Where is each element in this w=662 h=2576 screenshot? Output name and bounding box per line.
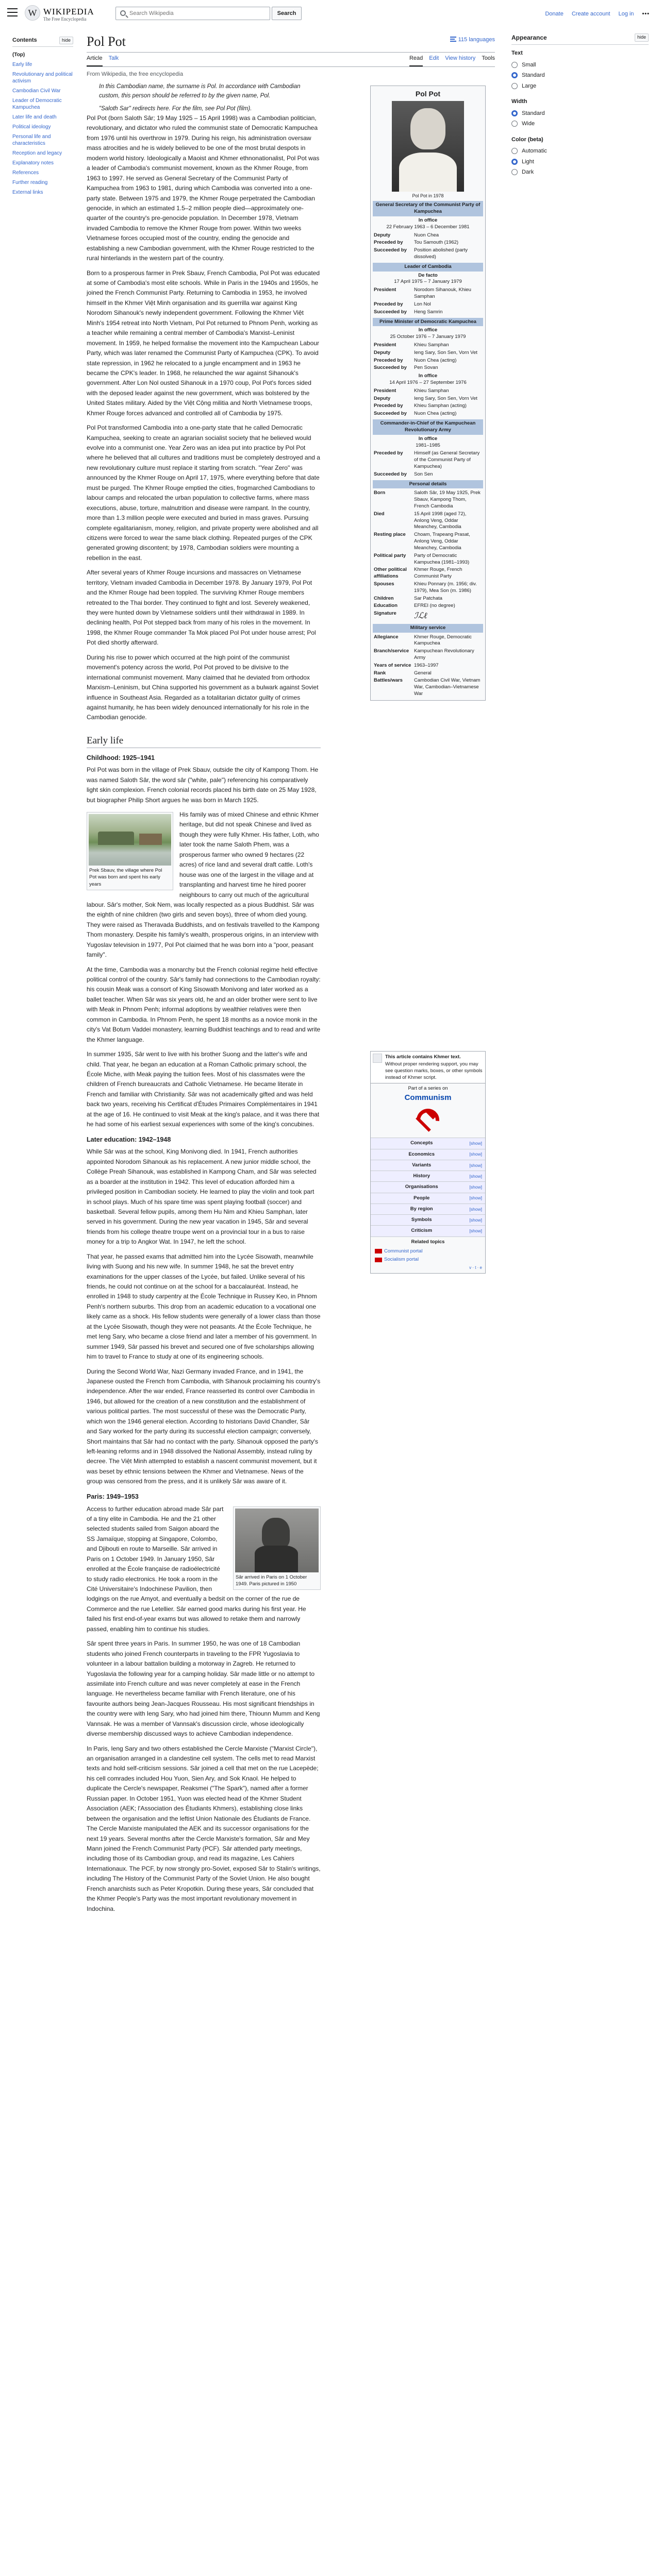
flag-icon [375,1258,382,1262]
notice-icon [373,1054,382,1063]
series-row[interactable] [371,1138,485,1148]
appearance-radio-option[interactable] [511,118,649,129]
language-button[interactable] [450,36,495,43]
infobox-row [373,410,483,418]
infobox-row [373,610,483,622]
body-paragraph: That year, he passed exams that admitted him into the Lycée Sisowath, meanwhile living with Suong and his new wife. In summer 1948, he sat the brevet entry examinations for the upper classes of the Lycée, but failed. Unlike several of his friends, he could not continue on at the school for a baccalauréat. Instead, he enrolled in 1948 to study carpentry at the École Technique in Russey Keo, in Phnom Penh's northern suburbs. This drop from an academic education to a vocational one likely came as a shock. His fellow students were generally of a lower class than those at the Lycée Sisowath, though they were not peasants. At the École Technique, he met Ieng Sary, who became a close friend and later a member of his government. In summer 1949, Sâr passed his brevet and secured one of five scholarships allowing him to travel to France to study at one of its engineering schools. [87,1252,321,1361]
login-link[interactable]: Log in [618,11,634,17]
toc-item[interactable]: Leader of Democratic Kampuchea [12,97,62,110]
series-row-label: By region [410,1206,433,1212]
show-toggle[interactable]: [show] [469,1141,482,1146]
infobox-value: Himself (as General Secretary of the Communist Party of Kampuchea) [414,450,480,469]
series-row-label: Organisations [405,1184,438,1190]
main-content [87,29,495,1919]
radio-label: Standard [522,72,545,78]
infobox-value: Cambodian Civil War, Vietnam War, Cambodian–Vietnamese War [414,677,481,697]
infobox-row [373,471,483,479]
infobox-key: Succeeded by [374,365,407,371]
infobox-row [373,531,483,552]
wordmark[interactable]: WIKIPEDIA [43,7,94,16]
series-row-label: Symbols [411,1217,432,1223]
subsection-heading: Later education: 1942–1948 [87,1136,171,1143]
appearance-radio-option[interactable] [511,157,649,167]
body-paragraph: In summer 1935, Sâr went to live with his brother Suong and the latter's wife and child. That year, he began an education at a Roman Catholic primary school, the École Miche, with Meak paying the tuition fees. Most of his classmates were the children of French bureaucrats and Catholic Vietnamese. He became literate in French and familiar with Christianity. Sâr was not academically gifted and was held back two years, receiving his Certificat d'Études Primaires Complémentaires in 1941 at the age of 16. He continued to visit Meak at the king's palace, and it was there that he had some of his earliest sexual experiences with some of the king's concubines. [87,1050,320,1128]
infobox-key: Succeeded by [374,411,407,417]
tab-view-history[interactable]: View history [445,55,476,62]
portrait-caption: Pol Pot in 1978 [412,193,444,199]
radio-button-icon[interactable] [511,159,518,165]
tagline-from: From Wikipedia, the free encyclopedia [87,71,184,77]
language-count: 115 languages [458,37,495,43]
infobox-key: Deputy [374,395,391,401]
infobox-value: Norodom Sihanouk, Khieu Samphan [414,287,471,300]
body-paragraph: His family was of mixed Chinese and ethnic Khmer heritage, but did not speak Chinese and lived as though they were fully Khmer. His father, Loth, who later took the name Saloth Phem, was a prosperous farmer who owned 9 hectares (22 acres) of rice land and several draft cattle. Loth's house was one of the largest in the village and at transplanting and harvest time he hired poorer neighbours to carry out much of the agricultural labour. Sâr's mother, Sok Nem, was locally respected as a pious Buddhist. Sâr was the eighth of nine children (two girls and seven boys), three of whom died young. They were raised as Theravada Buddhists, and on festivals travelled to the Kampong Thom monastery. Despite his family's wealth, prosperous origins, in an interview with Yugoslav television in 1977, Pol Pot claimed that he was born into a "poor, peasant family". [87,811,320,959]
appearance-title: Appearance [511,34,547,41]
infobox-row [373,634,483,648]
tab-read[interactable]: Read [409,54,423,66]
figure-paris[interactable] [233,1506,321,1590]
series-row[interactable] [371,1225,485,1236]
page-title-text: Pol Pot [87,34,126,49]
site-header [0,0,662,29]
navbox-vte[interactable]: v · t · e [469,1265,482,1270]
infobox-key: Rank [374,670,386,676]
flag-icon [375,1249,382,1253]
body-paragraph: Access to further education abroad made Sâr part of a tiny elite in Cambodia. He and the 21 other selected students sailed from Saigon aboard the SS Jamaïque, stopping at Singapore, Colombo, and Djibouti en route to Marseille. Sâr arrived in Paris on 1 October 1949. In January 1950, Sâr enrolled at the École française de radioélectricité to study radio electronics. He took a room in the Cité Universitaire's Indochinese Pavilion, then lodgings on the rue Amyot, and eventually a bedsit on the corner of the rue de Commerce and the rue Letellier. Sâr earned good marks during his first year. He failed his first end-of-year exams but was allowed to retake them and narrowly passed, enabling him to continue his studies. [87,1505,306,1633]
series-row-label: Economics [408,1151,435,1157]
series-row-label: Criticism [411,1228,433,1234]
infobox-row [373,247,483,261]
figure-caption: Sâr arrived in Paris on 1 October 1949. Paris pictured in 1950 [236,1574,307,1587]
infobox-value: Ieng Sary, Son Sen, Vorn Vet [414,395,477,401]
radio-label: Wide [522,121,535,127]
donate-link[interactable]: Donate [545,11,564,17]
infobox-band: General Secretary of the Communist Party of Kampuchea [373,201,483,216]
figure-caption: Prek Sbauv, the village where Pol Pot was born and spent his early years [89,868,162,887]
series-row[interactable] [371,1214,485,1225]
radio-button-icon[interactable] [511,72,518,78]
show-toggle[interactable]: [show] [469,1162,482,1168]
toc-item[interactable]: Explanatory notes [12,160,54,166]
page-tabs [87,53,495,67]
infobox-key: Branch/service [374,648,409,654]
main-menu-icon[interactable] [7,8,18,16]
radio-label: Automatic [522,148,547,154]
radio-label: Small [522,61,536,68]
tab-talk[interactable]: Talk [108,55,119,62]
infobox-value: 1963–1997 [414,662,439,668]
infobox-key: President [374,342,396,348]
page-title [87,30,495,53]
infobox-value: EFREI (no degree) [414,603,455,609]
figure-prek-sbauv[interactable] [87,812,173,890]
radio-label: Large [522,82,537,89]
series-row-label: History [413,1173,431,1179]
appearance-radio-option[interactable] [511,81,649,92]
series-row[interactable] [371,1204,485,1214]
appearance-panel [511,33,649,184]
infobox-value: Khmer Rouge, Democratic Kampuchea [414,634,472,647]
series-row[interactable] [371,1160,485,1171]
infobox-row [373,450,483,470]
infobox-title: Pol Pot [415,90,441,98]
series-row-label: Variants [412,1162,432,1168]
appearance-group [511,97,649,129]
signature-image[interactable]: ℐℒℓ [414,612,427,621]
infobox-dates: 17 April 1975 – 7 January 1979 [394,279,462,285]
infobox-key: Years of service [374,662,411,668]
search-input[interactable] [129,9,233,18]
show-toggle[interactable]: [show] [469,1206,482,1212]
infobox-key: Born [374,490,386,496]
infobox-row [373,581,483,595]
toc-item[interactable]: Personal life and characteristics [12,133,51,146]
infobox-row [373,677,483,698]
tab-article[interactable]: Article [87,54,103,66]
wikipedia-logo[interactable]: W [25,5,40,21]
infobox-row [373,511,483,531]
appearance-groups [511,49,649,178]
show-toggle[interactable]: [show] [469,1173,482,1179]
infobox-row [373,349,483,357]
lead-paragraph: Born to a prosperous farmer in Prek Sbauv, French Cambodia, Pol Pot was educated at some of Cambodia's most elite schools. While in Paris in the 1940s and 1950s, he joined the French Communist Party. Returning to Cambodia in 1953, he involved himself in the Khmer Việt Minh organisation and its guerrilla war against King Norodom Sihanouk's newly independent government. Following the Khmer Việt Minh's 1954 retreat into North Vietnam, Pol Pot returned to Phnom Penh, working as a teacher while remaining a central member of Cambodia's Marxist–Leninist movement. In 1959, he helped formalise the movement into the Kampuchean Labour Party, which was later renamed the Communist Party of Kampuchea (CPK). To avoid state repression, in 1962 he relocated to a jungle encampment and in 1963 he became the CPK's leader. In 1968, he relaunched the war against Sihanouk's government. After Lon Nol ousted Sihanouk in a 1970 coup, Pol Pot's forces sided with the deposed leader against the new government, which was bolstered by the United States military. Aided by the Việt Cộng militia and North Vietnamese troops, Khmer Rouge forces advanced and controlled all of Cambodia by 1975. [87,269,320,417]
infobox-value: Nuon Chea (acting) [414,411,457,417]
toc-item[interactable]: (Top) [12,52,25,58]
toc-item[interactable]: External links [12,189,43,195]
infobox-key: President [374,287,396,293]
series-rows [371,1138,485,1236]
infobox-key: Battles/wars [374,677,403,684]
lead-paragraph: During his rise to power which occurred at the high point of the communist movement's potency across the world, Pol Pot proved to be divisive to the international communist movement. Many claimed that he deviated from orthodox Marxism–Leninism, but China supported his government as a bulwark against Soviet influence in Southeast Asia. Regarded as a totalitarian dictator guilty of crimes against humanity, he has been widely denounced internationally for his role in the Cambodian genocide. [87,653,319,721]
infobox-value: Saloth Sâr, 19 May 1925, Prek Sbauv, Kampong Thom, French Cambodia [414,490,481,510]
infobox-key: Children [374,595,394,601]
infobox-key: Political party [374,552,406,558]
appearance-group-label: Text [511,50,523,56]
search-box [115,7,296,20]
show-toggle[interactable]: [show] [469,1217,482,1223]
series-row[interactable] [371,1149,485,1160]
infobox-key: Spouses [374,581,394,587]
infobox-key: Preceded by [374,403,403,409]
infobox-row [373,602,483,610]
infobox-row [373,552,483,567]
lead-paragraph: After several years of Khmer Rouge incursions and massacres on Vietnamese territory, Vietnam invaded Cambodia in December 1978. By January 1979, Pol Pot and the Khmer Rouge had been toppled. The surviving Khmer Rouge members retreated to the Thai border. They continued to fight and lost. Severely weakened, they were hunted down by Vietnamese soldiers until their withdrawal in 1989. In declining health, Pol Pot stepped back from many of his roles in the movement. In 1998, the Khmer Rouge commander Ta Mok placed Pol Pot under house arrest; Pol Pot died shortly afterward. [87,569,316,647]
infobox-row [373,662,483,670]
radio-button-icon[interactable] [511,148,518,154]
appearance-header [511,33,649,45]
infobox-value: Position abolished (party dissolved) [414,247,468,260]
series-row[interactable] [371,1181,485,1192]
infobox-rows [373,201,483,698]
appearance-group [511,49,649,91]
hammer-sickle-icon [415,1108,441,1134]
appearance-radio-option[interactable] [511,70,649,81]
tools-menu[interactable]: Tools [482,55,495,62]
radio-label: Standard [522,110,545,116]
infobox-key: Deputy [374,232,391,238]
toc-item[interactable]: Political ideology [12,124,51,130]
infobox-row [373,286,483,301]
infobox-value: Khieu Samphan [414,342,449,348]
communism-navbox [370,1051,486,1274]
body-paragraph: Pol Pot was born in the village of Prek Sbauv, outside the city of Kampong Thom. He was named Saloth Sâr, the word sâr ("white, pale") referencing his comparatively light skin complexion. French colonial records placed his birth date on 25 May 1928, but biographer Philip Short argues he was born in March 1925. [87,766,319,804]
infobox-key: Deputy [374,349,391,355]
infobox-row [373,364,483,372]
series-row[interactable] [371,1171,485,1181]
infobox-value: Khieu Samphan (acting) [414,403,467,409]
radio-label: Light [522,158,534,165]
infobox-row [373,301,483,309]
toc-item[interactable]: Reception and legacy [12,150,62,156]
infobox-row [373,402,483,410]
infobox-value: 15 April 1998 (aged 72), Anlong Veng, Oddar Meanchey, Cambodia [414,511,467,530]
lead-paragraph: Pol Pot transformed Cambodia into a one-party state that he called Democratic Kampuchea, seeking to create an agrarian socialist society that he believed would evolve into a communist one. Year Zero was an idea put into practice by Pol Pot where he believed that all cultures and traditions must be completely destroyed and a new revolutionary culture must replace it starting from scratch. "Year Zero" was announced by the Khmer Rouge on April 17, 1975, where everything before that date must be purged. The Khmer Rouge emptied the cities, frogmarched Cambodians to labour camps and relocated the urban population to collective farms, where mass executions, abuse, torture, malnutrition and disease were rampant. In the country, more than 1.3 million people were executed and buried in mass graves. Pursuing complete egalitarianism, money, religion, and private property were abolished and all citizens were forced to wear the same black clothing. Repeated purges of the CPK generated growing discontent; by 1978, Cambodian soldiers were mounting a rebellion in the east. [87,424,320,562]
infobox-key: Education [374,603,398,609]
infobox-dates: 14 April 1976 – 27 September 1976 [389,380,467,386]
search-button[interactable]: Search [272,7,302,20]
infobox-value: Heng Samrin [414,309,443,315]
communist-portal-link[interactable]: Communist portal [371,1247,485,1256]
infobox-row [373,566,483,581]
infobox-row [373,489,483,510]
tab-edit[interactable]: Edit [429,55,439,62]
article-body [87,82,321,1914]
section-heading-early-life: Early life [87,727,321,748]
infobox-key: Other political affiliations [374,567,407,580]
appearance-radio-option[interactable] [511,108,649,119]
infobox-key: Died [374,511,385,517]
infobox-row [373,239,483,247]
infobox-key: Preceded by [374,450,403,456]
infobox-value: Party of Democratic Kampuchea (1981–1993) [414,552,470,565]
infobox-term: In office [418,327,438,333]
infobox-value: Khmer Rouge, French Communist Party [414,567,462,580]
series-row[interactable] [371,1193,485,1204]
series-intro: Part of a series on [408,1086,448,1092]
related-topics: Related topics [371,1236,485,1247]
toc-title: Contents [12,37,37,43]
create-account-link[interactable]: Create account [571,11,610,17]
toc-item[interactable]: Cambodian Civil War [12,88,61,94]
lead-paragraph: Pol Pot (born Saloth Sâr; 19 May 1925 – 15 April 1998) was a Cambodian politician, revolutionary, and dictator who ruled the communist state of Democratic Kampuchea from 1976 until his overthrow in 1979. During his reign, his administration oversaw mass atrocities and he is widely believed to be one of the most brutal despots in modern world history. Ideologically a Maoist and Khmer ethnonationalist, Pol Pot was a leader of Cambodia's communist movement, known as the Khmer Rouge, from 1963 to 1997. He served as General Secretary of the Communist Party of Kampuchea from 1963 to 1981, during which Cambodia was converted into a one-party state. Between 1975 and 1979, the Khmer Rouge perpetrated the Cambodian genocide, in which an estimated 1.5–2 million people died—approximately one-quarter of the country's pre-genocide population. In December 1978, Vietnam invaded Cambodia to remove the Khmer Rouge from power. Within two weeks Vietnamese forces occupied most of the country, ending the genocide and establishing a new Cambodian government, with the Khmer Rouge restricted to the rural hinterlands in the western part of the country. [87,114,320,262]
infobox-row [373,232,483,240]
show-toggle[interactable]: [show] [469,1151,482,1157]
appearance-radio-option[interactable] [511,167,649,178]
appearance-hide-button[interactable]: hide [635,33,649,42]
infobox-value: Nuon Chea (acting) [414,357,457,363]
infobox-value: Son Sen [414,471,433,477]
infobox [370,86,486,701]
appearance-group-label: Width [511,98,527,105]
infobox-value: Khieu Samphan [414,387,449,394]
hatnote-name: In this Cambodian name, the surname is Pol. In accordance with Cambodian custom, this person should be referred to by the given name, Pol. [99,83,301,99]
photo-paris[interactable] [235,1509,319,1572]
toc-item[interactable]: Further reading [12,179,48,185]
infobox-value: Ieng Sary, Son Sen, Vorn Vet [414,349,477,355]
appearance-radio-option[interactable] [511,146,649,157]
notice-title: This article contains Khmer text. [385,1054,461,1060]
radio-button-icon[interactable] [511,121,518,127]
infobox-value: Choam, Trapeang Prasat, Anlong Veng, Oddar Meanchey, Cambodia [414,532,470,551]
toc-item[interactable]: Later life and death [12,114,57,120]
search-icon [120,10,126,16]
infobox-value: Kampuchean Revolutionary Army [414,648,474,661]
show-toggle[interactable]: [show] [469,1228,482,1234]
toc-header [12,36,73,47]
infobox-band: Leader of Cambodia [373,263,483,272]
infobox-term: In office [418,373,438,379]
khmer-text-notice [371,1052,485,1083]
infobox-term: In office [418,217,438,223]
body-paragraph: Sâr spent three years in Paris. In summer 1950, he was one of 18 Cambodian students who joined French counterparts in traveling to the FPR Yugoslavia to volunteer in a labour battalion building a motorway in Zagreb. He returned to Yugoslavia the following year for a camping holiday. Sâr made little or no attempt to assimilate into French culture and was never completely at ease in the French language. He nevertheless became familiar with French literature, one of his favourite authors being Jean-Jacques Rousseau. His most significant friendships in the country were with Ieng Sary, who had joined him there, Thiounn Mumm and Keng Vannsak. He was a member of Vannsak's discussion circle, whose ideologically diverse membership discussed ways to achieve Cambodian independence. [87,1640,320,1738]
radio-button-icon[interactable] [511,83,518,89]
toc-item[interactable]: Revolutionary and political activism [12,71,73,84]
portrait-image[interactable] [392,101,464,192]
infobox-value: Nuon Chea [414,232,439,238]
body-paragraph: In Paris, Ieng Sary and two others established the Cercle Marxiste ("Marxist Circle"), an organisation arranged in a clandestine cell system. The cells met to read Marxist texts and hold self-criticism sessions. Sâr joined a cell that met on the rue Lacepède; his cell comrades included Hou Yuon, Sien Ary, and Sok Knaol. He helped to duplicate the Cercle's newspaper, Reaksmei ("The Spark"), named after a former Russian paper. In October 1951, Yuon was elected head of the Khmer Student Association (AEK; l'Association des Étudiants Khmers), establishing close links between the organisation and the leftist Union Nationale des Étudiants de France. The Cercle Marxiste manipulated the AEK and its successor organisations for the next 19 years. Several months after the Cercle Marxiste's formation, Sâr and Mey Mann joined the French Communist Party (PCF). Sâr attended party meetings, including those of its Cambodian group, and read its magazine, Les Cahiers Internationaux. The PCF, by now strongly pro-Soviet, exposed Sâr to Stalin's writings, including The History of the Communist Party of the Soviet Union. He also bought French anarchists such as Peter Kropotkin. During these years, Sâr concluded that the Khmer People's Party was the most important revolutionary movement in Indochina. [87,1744,321,1912]
radio-button-icon[interactable] [511,110,518,116]
infobox-dates: 1981–1985 [416,442,440,448]
series-row-label: People [413,1195,430,1201]
article-area [87,82,495,1914]
series-row-label: Concepts [410,1140,433,1146]
infobox-key: Succeeded by [374,247,407,253]
infobox-key: Signature [374,611,396,617]
infobox-band: Personal details [373,480,483,489]
infobox-value: Pen Sovan [414,365,438,371]
body-paragraph: At the time, Cambodia was a monarchy but the French colonial regime held effective political control of the country. Sâr's family had connections to the Cambodian royalty: his cousin Meak was a consort of King Sisowath Monivong and later worked as a ballet teacher. When Sâr was six years old, he and an older brother were sent to live with Meak in Phnom Penh; informal adoptions by wealthier relatives were then common in Cambodia. In Phnom Penh, he spent 18 months as a novice monk in the city's Vat Botum Vaddei monastery, learning Buddhist teachings and to read and write the Khmer language. [87,965,321,1043]
radio-label: Dark [522,169,534,175]
infobox-value: Lon Nol [414,301,431,307]
infobox-key: Resting place [374,532,406,538]
socialism-portal-link[interactable]: Socialism portal [371,1256,485,1264]
toc-item[interactable]: Early life [12,61,32,67]
infobox-band: Commander-in-Chief of the Kampuchean Revolutionary Army [373,419,483,435]
infobox-row [373,648,483,662]
user-tools [545,10,650,19]
infobox-row [373,387,483,395]
body-paragraph: While Sâr was at the school, King Monivong died. In 1941, French authorities appointed Norodom Sihanouk as his replacement. A new junior middle school, the Collège Preah Sihanouk, was established in Kampong Cham, and Sâr was selected as a boarder at the institution in 1942. This level of education afforded him a privileged position in Cambodian society. He learned to play the violin and took part in school plays. Much of his spare time was spent playing football (soccer) and basketball. Several fellow pupils, among them Hu Nim and Khieu Samphan, later served in his government. During the new year vacation in 1945, Sâr and several friends from his college theatre troupe went on a provincial tour in a bus to raise money for a trip to Angkor Wat. In 1947, he left the school. [87,1148,317,1246]
table-of-contents [12,36,73,197]
more-options-icon[interactable]: ••• [642,11,650,17]
infobox-row [373,342,483,349]
infobox-value: Tou Samouth (1962) [414,240,459,246]
infobox-row [373,309,483,316]
infobox-band: Military service [373,624,483,633]
radio-button-icon[interactable] [511,169,518,175]
toc-list [12,50,73,197]
infobox-key: Succeeded by [374,309,407,315]
infobox-dates: 22 February 1963 – 6 December 1981 [386,224,470,230]
tagline: The Free Encyclopedia [43,16,87,22]
infobox-row [373,595,483,603]
hatnote-redirect: "Saloth Sar" redirects here. For the film, see Pol Pot (film). [99,105,252,112]
appearance-radio-option[interactable] [511,60,649,71]
infobox-value: Khieu Ponnary (m. 1956; div. 1979), Mea Son (m. 1986) [414,581,477,594]
infobox-key: Allegiance [374,634,399,640]
appearance-group-label: Color (beta) [511,136,543,143]
series-title[interactable]: Communism [404,1093,452,1102]
subsection-heading: Paris: 1949–1953 [87,1493,139,1500]
body-paragraph: During the Second World War, Nazi Germany invaded France, and in 1941, the Japanese ousted the French from Cambodia, with Sihanouk proclaiming his country's independence. After the war ended, France reasserted its control over Cambodia in 1946, but allowed for the creation of a new constitution and the establishment of various political parties. The most successful of these was the Democratic Party, which won the 1946 general election. According to historians David Chandler, Sâr and Sary worked for the party during its successful election campaign; conversely, Short maintains that Sâr had no contact with the party. Sihanouk opposed the party's left-leaning reforms and in 1948 dissolved the National Assembly, instead ruling by decree. The Việt Minh attempted to establish a nascent communist movement, but it was beset by ethnic tensions between the Khmer and Vietnamese. News of the group was censored from the press, and it is unlikely Sâr was aware of it. [87,1367,321,1485]
toc-item[interactable]: References [12,170,39,176]
infobox-value: Sar Patchata [414,595,442,601]
infobox-dates: 25 October 1976 – 7 January 1979 [390,334,466,340]
photo-prek-sbauv[interactable] [89,814,171,866]
infobox-key: Preceded by [374,240,403,246]
infobox-row [373,670,483,677]
infobox-term: De facto [418,272,438,278]
notice-body: Without proper rendering support, you may see question marks, boxes, or other symbols instead of Khmer script. [385,1061,483,1081]
infobox-row [373,395,483,403]
radio-button-icon[interactable] [511,62,518,68]
toc-hide-button[interactable]: hide [59,37,73,45]
appearance-group [511,135,649,178]
infobox-key: President [374,387,396,394]
infobox-key: Preceded by [374,301,403,307]
infobox-band: Prime Minister of Democratic Kampuchea [373,318,483,327]
infobox-value: General [414,670,432,676]
subsection-heading: Childhood: 1925–1941 [87,754,155,761]
show-toggle[interactable]: [show] [469,1195,482,1201]
translate-icon [450,37,456,42]
infobox-key: Succeeded by [374,471,407,477]
infobox-key: Preceded by [374,357,403,363]
show-toggle[interactable]: [show] [469,1184,482,1190]
infobox-term: In office [418,435,438,442]
infobox-row [373,357,483,365]
